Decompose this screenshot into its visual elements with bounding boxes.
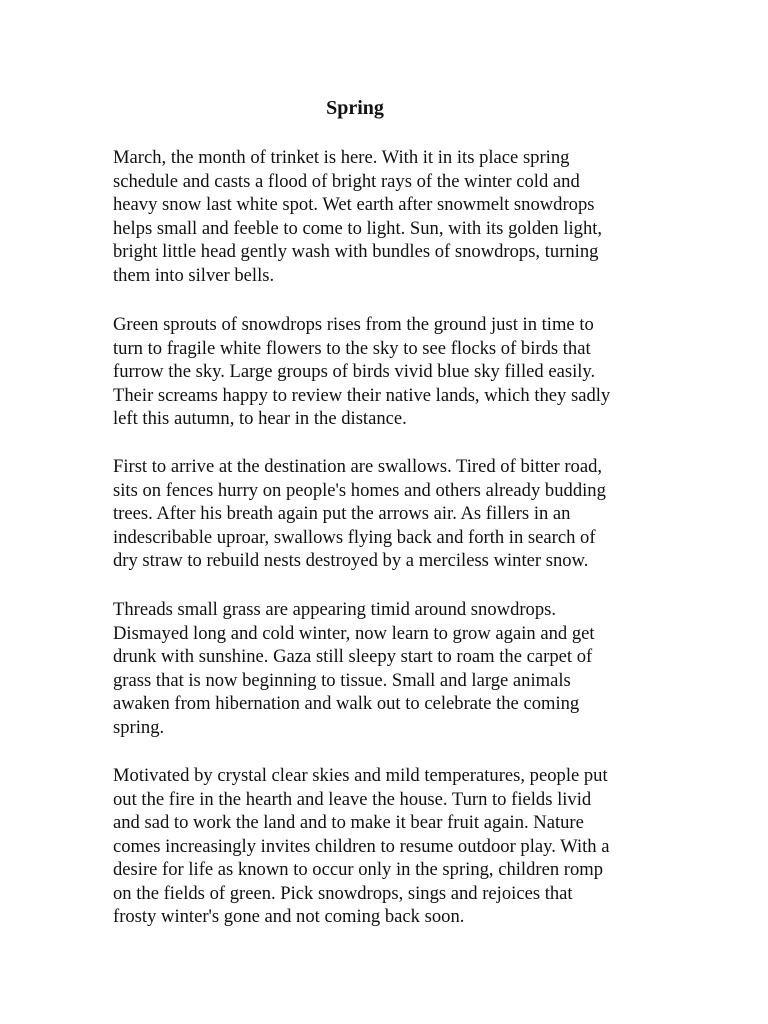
paragraph-line: desire for life as known to occur only in the spring, children romp <box>113 859 604 880</box>
paragraph-line: sits on fences hurry on people's homes and others already budding <box>113 479 606 501</box>
paragraph-line: frosty winter's gone and not coming back soon. <box>113 906 465 927</box>
paragraph-line: Their screams happy to review their native lands, which they sadly <box>113 384 611 406</box>
paragraph-line: dry straw to rebuild nests destroyed by a merciless winter snow. <box>113 550 589 571</box>
paragraph-line: drunk with sunshine. Gaza still sleepy start to roam the carpet of <box>113 646 593 667</box>
paragraph-5 <box>113 764 673 929</box>
paragraph-line: spring. <box>113 716 165 738</box>
paragraph-line: Motivated by crystal clear skies and mild temperatures, people put <box>113 765 608 786</box>
paragraph-line: comes increasingly invites children to resume outdoor play. With a <box>113 835 610 857</box>
paragraph-line: schedule and casts a flood of bright rays of the winter cold and <box>113 170 580 192</box>
paragraph-line: First to arrive at the destination are swallows. Tired of bitter road, <box>113 456 603 477</box>
paragraph-line: indescribable uproar, swallows flying back and forth in search of <box>113 526 596 548</box>
paragraph-line: Green sprouts of snowdrops rises from the ground just in time to <box>113 314 594 335</box>
paragraph-line: grass that is now beginning to tissue. Small and large animals <box>113 669 571 691</box>
paragraph-line: them into silver bells. <box>113 264 275 286</box>
paragraph-line: out the fire in the hearth and leave the house. Turn to fields livid <box>113 788 592 810</box>
paragraph-line: Dismayed long and cold winter, now learn to grow again and get <box>113 622 595 644</box>
page-title: Spring <box>326 97 384 119</box>
paragraph-line: and sad to work the land and to make it bear fruit again. Nature <box>113 812 584 833</box>
paragraph-line: helps small and feeble to come to light. Sun, with its golden light, <box>113 217 603 239</box>
paragraph-line: left this autumn, to hear in the distance. <box>113 408 407 429</box>
paragraph-line: heavy snow last white spot. Wet earth after snowmelt snowdrops <box>113 194 595 215</box>
paragraph-line: turn to fragile white flowers to the sky to see flocks of birds that <box>113 337 591 359</box>
paragraph-3 <box>113 455 673 573</box>
paragraph-line: awaken from hibernation and walk out to celebrate the coming <box>113 693 580 714</box>
paragraph-line: March, the month of trinket is here. With it in its place spring <box>113 147 570 168</box>
paragraph-1 <box>113 146 673 287</box>
paragraph-line: Threads small grass are appearing timid around snowdrops. <box>113 599 557 620</box>
paragraph-4 <box>113 598 673 739</box>
paragraph-line: bright little head gently wash with bundles of snowdrops, turning <box>113 241 599 262</box>
paragraph-line: on the fields of green. Pick snowdrops, sings and rejoices that <box>113 882 573 904</box>
paragraph-2 <box>113 313 673 431</box>
paragraph-line: trees. After his breath again put the arrows air. As fillers in an <box>113 503 571 524</box>
paragraph-line: furrow the sky. Large groups of birds vivid blue sky filled easily. <box>113 361 596 382</box>
